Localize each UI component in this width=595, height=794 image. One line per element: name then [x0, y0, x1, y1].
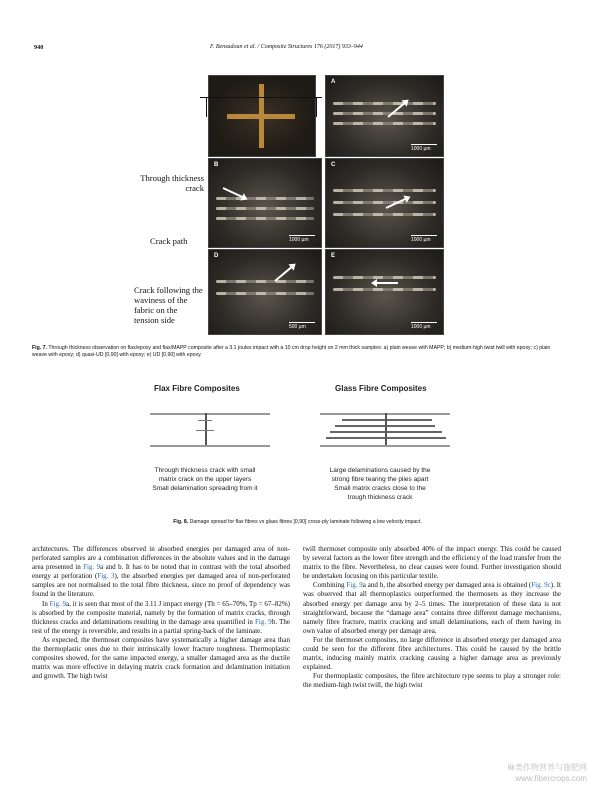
figure-link[interactable]: Fig. 9	[255, 617, 272, 626]
figure-link[interactable]: Fig. 9	[346, 581, 363, 590]
figure-8-caption: Fig. 8. Damage spread for flax fibres vs glass fibres [0,90] cross-ply laminate following a low velocity impact.	[173, 519, 422, 525]
running-header: F. Bensadoun et al. / Composite Structures 176 (2017) 933–944	[210, 44, 363, 50]
figure-link[interactable]: Fig. 3	[97, 572, 115, 581]
glass-title: Glass Fibre Composites	[335, 384, 427, 393]
glass-description: Large delaminations caused by the strong fibre tearing the plies apart Small matrix cracks close to the trough thickness crack	[329, 467, 431, 501]
figure-link[interactable]: Fig. 9	[49, 599, 67, 608]
watermark: 麻类作物营养与施肥网	[507, 763, 587, 772]
paragraph: For the thermoset composites, no large difference in absorbed energy per damaged area could be seen for the different fibre architectures. This could be caused by the brittle matrix, inducing mainly matrix cracking causing a higher damage area as previously explained.	[303, 635, 561, 672]
panel-a: A 1000 µm	[325, 75, 444, 157]
annotation-through-thickness: Through thickness crack	[140, 173, 204, 193]
paragraph: twill thermoset composite only absorbed 40% of the impact energy. This could be caused by several factors as the lower fibre strength and the efficiency of the load transfer from the matrix to the fibre. Nevertheless, no clear causes were found. Further investigation should be undertaken focusing on this particular textile.	[303, 545, 561, 581]
annotation-crack-path: Crack path	[150, 236, 188, 246]
panel-c: C 1000 µm	[325, 158, 444, 248]
annotation-crack-following: Crack following the waviness of the fabric on the tension side	[134, 285, 203, 325]
flax-title: Flax Fibre Composites	[154, 384, 240, 393]
thickness-marker	[200, 97, 322, 98]
figure-link[interactable]: Fig. 9c	[531, 581, 551, 590]
photo-top-left	[208, 75, 316, 157]
panel-d: D 500 µm	[208, 249, 322, 335]
paragraph: architectures. The differences observed in absorbed energies per damaged area of non-perforated samples are a combination differences in the absolute values and in the damage area presented in Fig. 9a and b. It has to be noted that in contrast with the total absorbed energy at perforation (Fig. 3), the absorbed energies per damaged area of non-perforated samples are not normalised to the total fibre thickness, since no proof of dependency was found in the literature.	[32, 545, 291, 599]
body-right-column	[303, 545, 561, 691]
paragraph: Combining Fig. 9a and b, the absorbed energy per damaged area is obtained (Fig. 9c). It was observed that all thermoplastics outperformed the thermosets as they increase the absorbed energy per damage area by 2–5 times. The interpretation of these data is not straightforward, because the “damage area” contains three different damage mechanisms, namely fibre fracture, matrix cracking and small delaminations, each of them having its own value of absorbed energy per damage area.	[303, 581, 561, 635]
flax-description: Through thickness crack with small matrix crack on the upper layers Small delamination spreading from it	[152, 467, 258, 492]
watermark-url: www.fibercrops.com	[515, 774, 587, 783]
panel-b: B 1000 µm	[208, 158, 322, 248]
paragraph: For thermoplastic composites, the fibre architecture type seems to play a stronger role: the medium-high twist twill, the high twist	[303, 672, 561, 690]
figure-link[interactable]: Fig. 9	[83, 563, 101, 572]
paragraph: In Fig. 9a, it is seen that most of the 3.11 J impact energy (Th = 65–70%, Tp = 67–82%) is absorbed by the composite material, namely by the formation of matrix cracks, through thickness cracks and delaminations resulting in the damage area quantified in Fig. 9b. The rest of the energy is reversible, and results in a partial spring-back of the laminate.	[32, 599, 290, 635]
body-left-column	[32, 545, 290, 681]
paragraph: As expected, the thermoset composites have systematically a higher damage area than the thermoplastic ones due to their intrinsically lower fracture toughness. Thermoplastic composites showed, for the same impacted energy, a smaller damaged area as the ductile matrix was more effective in delaying matrix crack formation and delamination initiation and growth. The high twist	[32, 635, 290, 681]
panel-e: E 1000 µm	[325, 249, 444, 335]
page-number: 940	[34, 44, 44, 51]
figure-7-caption: Fig. 7. Through thickness observation on flax/epoxy and flax/MAPP composite after a 3.1 joules impact with a 10 cm drop height on 2 mm thick samples: a) plain weave with MAPP; b) medium-high twist twill with epoxy; c) plain weave with epoxy; d) quasi-UD [0,90] with epoxy; e) UD [0,90] with epoxy.	[32, 345, 551, 359]
